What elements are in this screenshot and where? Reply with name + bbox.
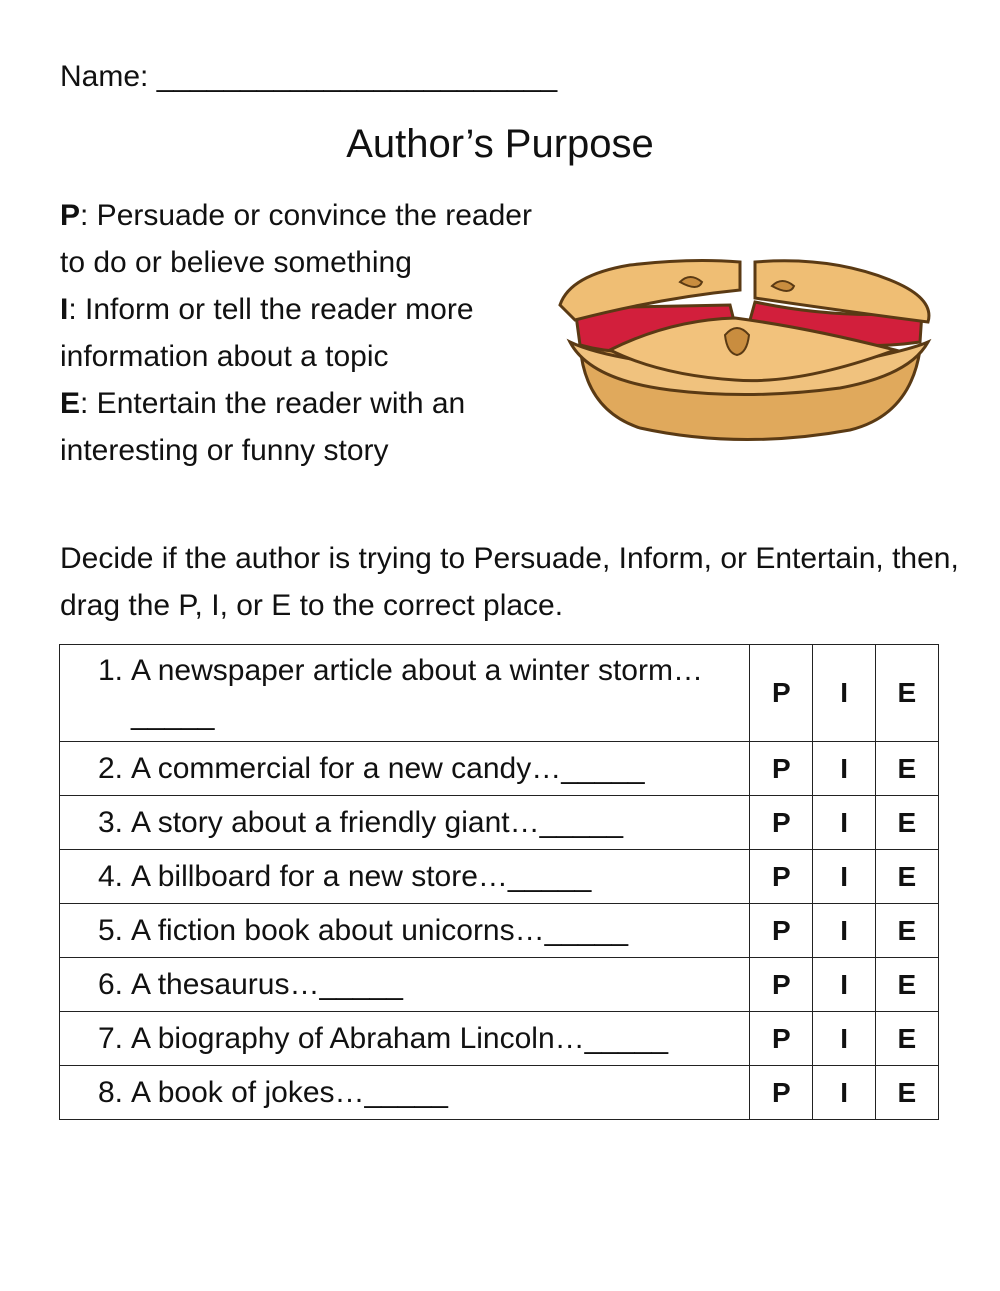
question-text: A commercial for a new candy…_____ xyxy=(131,751,645,785)
question-cell xyxy=(60,1012,750,1066)
question-text: A newspaper article about a winter storm…_____ xyxy=(131,654,703,731)
question-number: 2. xyxy=(98,751,124,785)
option-p[interactable]: P xyxy=(750,796,813,850)
table-row xyxy=(60,796,939,850)
option-i[interactable]: I xyxy=(813,796,875,850)
answer-table xyxy=(59,644,939,1120)
question-cell xyxy=(60,742,750,796)
purpose-definitions xyxy=(60,192,560,474)
option-e[interactable]: E xyxy=(875,850,938,904)
instructions-text: Decide if the author is trying to Persuade, Inform, or Entertain, then, drag the P, I, or E to the correct place. xyxy=(60,542,959,622)
definition-entertain xyxy=(60,380,560,474)
question-cell xyxy=(60,958,750,1012)
option-p[interactable]: P xyxy=(750,904,813,958)
page-title: Author’s Purpose xyxy=(346,122,654,166)
option-e[interactable]: E xyxy=(875,645,938,742)
option-p[interactable]: P xyxy=(750,850,813,904)
cherry-pie-icon xyxy=(550,250,940,445)
option-e[interactable]: E xyxy=(875,1066,938,1120)
table-row xyxy=(60,742,939,796)
option-p[interactable]: P xyxy=(750,1012,813,1066)
option-e[interactable]: E xyxy=(875,1012,938,1066)
question-text: A story about a friendly giant…_____ xyxy=(131,805,624,839)
option-i[interactable]: I xyxy=(813,1066,875,1120)
definition-text: : Inform or tell the reader more information about a topic xyxy=(60,293,474,373)
question-number: 1. xyxy=(98,654,124,687)
definition-persuade xyxy=(60,192,560,286)
question-number: 4. xyxy=(98,859,124,893)
option-i[interactable]: I xyxy=(813,958,875,1012)
option-i[interactable]: I xyxy=(813,742,875,796)
question-cell xyxy=(60,904,750,958)
table-row xyxy=(60,645,939,742)
definition-text: : Persuade or convince the reader to do or believe something xyxy=(60,199,532,279)
question-text: A thesaurus…_____ xyxy=(131,967,403,1001)
option-p[interactable]: P xyxy=(750,958,813,1012)
option-e[interactable]: E xyxy=(875,904,938,958)
option-e[interactable]: E xyxy=(875,796,938,850)
question-number: 6. xyxy=(98,967,124,1001)
definition-text: : Entertain the reader with an interesting or funny story xyxy=(60,387,466,467)
question-text: A biography of Abraham Lincoln…_____ xyxy=(131,1021,669,1055)
table-row xyxy=(60,958,939,1012)
table-row xyxy=(60,904,939,958)
question-cell xyxy=(60,850,750,904)
option-p[interactable]: P xyxy=(750,1066,813,1120)
table-row xyxy=(60,850,939,904)
option-e[interactable]: E xyxy=(875,742,938,796)
question-cell xyxy=(60,796,750,850)
name-blank[interactable]: ________________________ xyxy=(156,60,558,93)
question-text: A billboard for a new store…_____ xyxy=(131,859,592,893)
name-label: Name: xyxy=(60,60,149,93)
name-field-row xyxy=(60,60,557,94)
definition-key: E xyxy=(60,387,81,420)
question-number: 5. xyxy=(98,913,124,947)
option-e[interactable]: E xyxy=(875,958,938,1012)
table-row xyxy=(60,1066,939,1120)
question-cell xyxy=(60,645,750,742)
option-p[interactable]: P xyxy=(750,742,813,796)
option-i[interactable]: I xyxy=(813,904,875,958)
option-p[interactable]: P xyxy=(750,645,813,742)
option-i[interactable]: I xyxy=(813,1012,875,1066)
definition-key: I xyxy=(60,293,69,326)
question-number: 3. xyxy=(98,805,124,839)
definition-key: P xyxy=(60,199,81,232)
question-number: 7. xyxy=(98,1021,124,1055)
question-cell xyxy=(60,1066,750,1120)
table-row xyxy=(60,1012,939,1066)
option-i[interactable]: I xyxy=(813,645,875,742)
question-number: 8. xyxy=(98,1075,124,1109)
question-text: A book of jokes…_____ xyxy=(131,1075,448,1109)
definition-inform xyxy=(60,286,560,380)
question-text: A fiction book about unicorns…_____ xyxy=(131,913,629,947)
option-i[interactable]: I xyxy=(813,850,875,904)
